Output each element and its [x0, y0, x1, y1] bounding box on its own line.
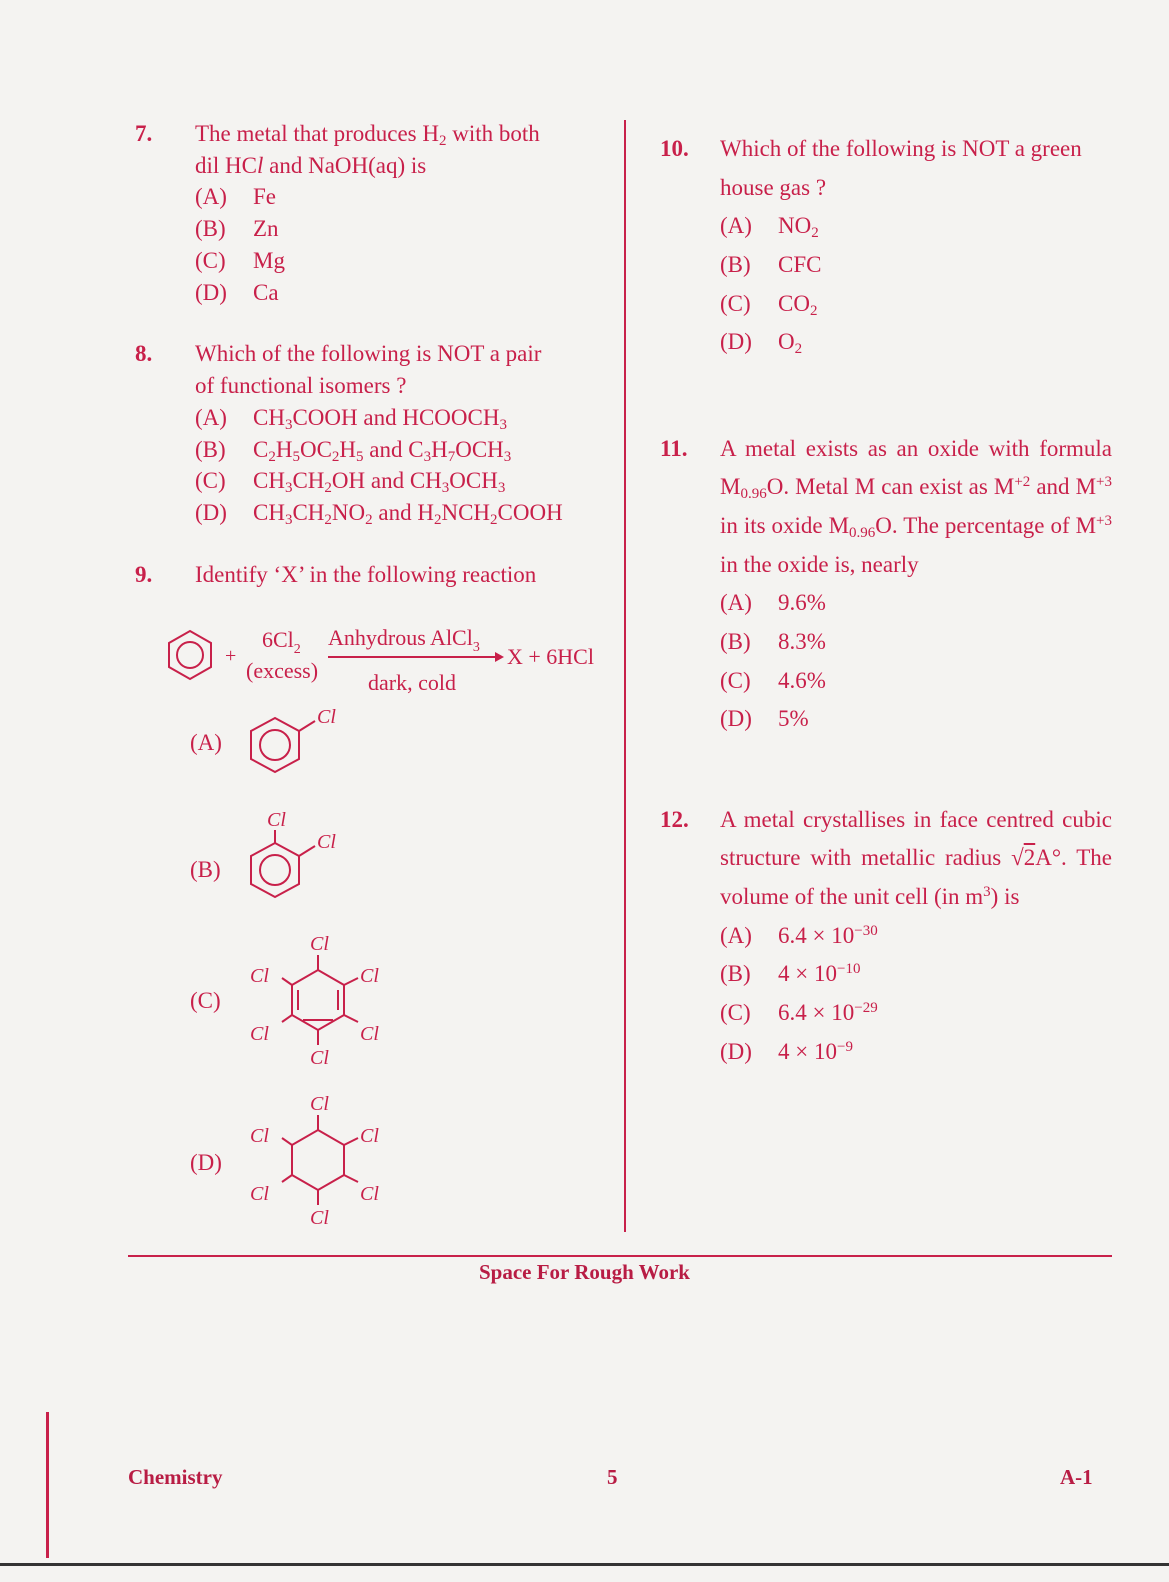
question-12 [660, 801, 1112, 1071]
arrow-head [495, 652, 504, 662]
subscript: 2 [438, 133, 447, 149]
option-a[interactable] [195, 402, 600, 434]
option-text: $CO_2$ [778, 290, 818, 319]
option-text: Mg [253, 247, 285, 273]
reagent-excess: (excess) [246, 658, 319, 683]
option-label-c: (C) [190, 988, 221, 1013]
option-label: (B) [720, 628, 751, 654]
question-stem: Which of the following is NOT a pair [195, 341, 542, 367]
option-label: (B) [195, 216, 226, 242]
svg-text:Cl: Cl [310, 933, 329, 955]
svg-text:Cl: Cl [360, 1125, 379, 1147]
condition: dark, cold [368, 670, 456, 695]
option-text: Zn [253, 216, 279, 242]
option-label: (D) [720, 706, 752, 732]
option-d[interactable] [720, 700, 1112, 739]
benzene-reactant [169, 631, 211, 679]
option-a[interactable] [720, 584, 1112, 623]
option-b[interactable] [195, 213, 600, 245]
stem-text: and NaOH(aq) is [263, 152, 427, 178]
option-text: $CH_3COOH$ and $HCOOCH_3$ [253, 404, 507, 433]
svg-text:Cl: Cl [250, 965, 269, 987]
option-label: (D) [720, 1038, 752, 1064]
svg-text:Cl: Cl [310, 1047, 329, 1069]
option-text: $NO_2$ [778, 213, 819, 242]
question-stem: Which of the following is NOT a green [720, 136, 1082, 161]
option-label: (C) [195, 247, 226, 273]
option-label-a: (A) [190, 730, 222, 755]
question-number: 8. [135, 341, 153, 367]
option-d[interactable] [720, 1033, 1112, 1072]
svg-text:Cl: Cl [310, 1207, 329, 1229]
question-number: 10. [660, 136, 689, 161]
option-text: $4 \times 10^{-10}$ [778, 961, 861, 987]
option-label: (D) [195, 500, 227, 526]
svg-text:Cl: Cl [317, 831, 336, 853]
question-8 [135, 338, 600, 528]
stem-text: with both [446, 121, 540, 146]
option-label: (A) [720, 213, 752, 239]
catalyst: Anhydrous AlCl$_3$ [328, 625, 480, 655]
option-c[interactable] [720, 994, 1112, 1033]
footer-subject: Chemistry [128, 1465, 223, 1489]
option-label: (A) [195, 404, 227, 430]
option-d[interactable] [720, 323, 1112, 362]
question-number: 11. [660, 435, 688, 461]
svg-text:Cl: Cl [250, 1125, 269, 1147]
column-divider [624, 120, 626, 1232]
stem-text: The metal that produces H [195, 121, 439, 146]
option-text: $CH_3CH_2OH$ and $CH_3OCH_3$ [253, 468, 506, 497]
question-number: 9. [135, 561, 153, 587]
option-text: $6.4 \times 10^{-29}$ [778, 999, 878, 1025]
option-label: (D) [720, 329, 752, 355]
rough-work-heading: Space For Rough Work [478, 1260, 690, 1284]
question-number: 12. [660, 806, 689, 832]
option-label: (B) [720, 251, 751, 277]
question-11 [660, 430, 1112, 739]
option-label: (A) [195, 184, 227, 210]
option-label: (B) [720, 961, 751, 987]
hexachlorocyclohexane-structure [250, 1093, 379, 1229]
question-10 [660, 130, 1112, 362]
option-c[interactable] [720, 662, 1112, 701]
option-label: (D) [195, 279, 227, 305]
question-stem-line-2 [195, 150, 600, 182]
svg-text:Cl: Cl [250, 1183, 269, 1205]
question-stem [195, 118, 600, 150]
footer-page-number: 5 [607, 1465, 618, 1489]
option-text: 9.6% [778, 590, 826, 616]
question-stem: A metal crystallises in face centred cubic structure with metallic radius √2A°. The volume of the unit cell (in $m^3$) is [720, 806, 1112, 909]
option-a[interactable] [720, 917, 1112, 956]
svg-text:Cl: Cl [360, 1023, 379, 1045]
svg-text:Cl: Cl [250, 1023, 269, 1045]
option-b[interactable] [720, 623, 1112, 662]
svg-text:Cl: Cl [317, 706, 336, 728]
option-label: (B) [195, 436, 226, 462]
footer-code: A-1 [1060, 1465, 1093, 1489]
option-a[interactable] [720, 207, 1112, 246]
hexachlorobenzene-structure [250, 933, 379, 1069]
option-b[interactable] [720, 955, 1112, 994]
option-label-d: (D) [190, 1150, 222, 1175]
option-b[interactable] [720, 246, 1112, 285]
option-text: CFC [778, 251, 822, 277]
question-7 [135, 118, 600, 308]
option-c[interactable] [195, 465, 600, 497]
stem-text-italic: l [256, 152, 264, 178]
option-text: 5% [778, 706, 809, 732]
option-b[interactable] [195, 434, 600, 466]
question-stem: A metal exists as an oxide with formula $M_{0.96}O$. Metal M can exist as $M^{+2}$ and $M^{+3}$ in its oxide $M_{0.96}O$. The percentage of $M^{+3}$ in the oxide is, nearly [720, 435, 1112, 577]
option-a[interactable] [195, 181, 600, 213]
option-text: $O_2$ [778, 329, 803, 358]
dichlorobenzene-structure [251, 809, 336, 897]
products: X + 6HCl [507, 644, 594, 669]
question-number: 7. [135, 121, 153, 146]
option-text: $4 \times 10^{-9}$ [778, 1038, 853, 1064]
option-label: (C) [195, 468, 226, 494]
option-label: (C) [720, 667, 751, 693]
option-text: $6.4 \times 10^{-30}$ [778, 922, 878, 948]
option-d[interactable] [195, 277, 600, 309]
option-label: (A) [720, 590, 752, 616]
option-text: Fe [253, 184, 276, 210]
right-column [660, 130, 1112, 1071]
reagent: $6Cl_2$ [262, 627, 301, 657]
svg-text:Cl: Cl [360, 965, 379, 987]
option-text: Ca [253, 279, 279, 305]
option-label: (A) [720, 922, 752, 948]
option-text: 4.6% [778, 667, 826, 693]
svg-text:Cl: Cl [360, 1183, 379, 1205]
option-text: $C_2H_5OC_2H_5$ and $C_3H_7OCH_3$ [253, 436, 512, 465]
bottom-edge-line [0, 1563, 1169, 1566]
question-stem-line-2: house gas ? [720, 174, 827, 200]
plus-sign: + [225, 645, 237, 667]
option-c[interactable] [195, 245, 600, 277]
option-text: $CH_3CH_2NO_2$ and $H_2NCH_2COOH$ [253, 500, 563, 529]
option-label: (C) [720, 999, 751, 1025]
option-d[interactable] [195, 497, 600, 529]
option-label-b: (B) [190, 857, 221, 882]
stem-text: dil HC [195, 152, 257, 178]
margin-bar [46, 1412, 49, 1558]
rough-work-divider [128, 1255, 1112, 1257]
svg-text:Cl: Cl [267, 809, 286, 831]
question-stem: Identify ‘X’ in the following reaction [195, 561, 537, 587]
question-9-structures [150, 615, 620, 1245]
option-label: (C) [720, 290, 751, 316]
option-c[interactable] [720, 285, 1112, 324]
question-9 [135, 559, 600, 591]
question-stem-line-2: of functional isomers ? [195, 373, 407, 399]
chlorobenzene-structure [251, 706, 336, 772]
left-column [135, 118, 600, 591]
option-text: 8.3% [778, 628, 826, 654]
svg-text:Cl: Cl [310, 1093, 329, 1115]
